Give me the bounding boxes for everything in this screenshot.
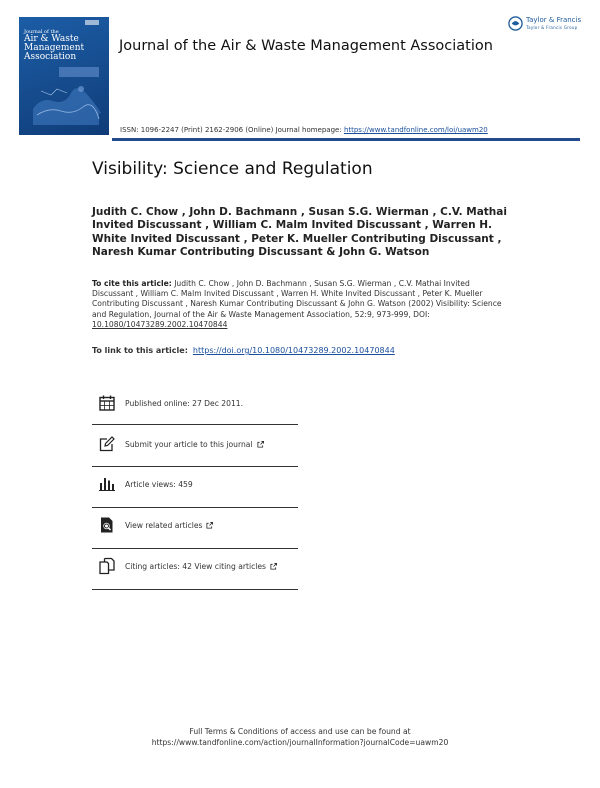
header-divider bbox=[112, 138, 580, 141]
cover-map-graphic bbox=[31, 79, 101, 125]
bar-chart-icon bbox=[98, 475, 116, 493]
cite-label: To cite this article: bbox=[92, 279, 172, 288]
cover-title-line: Management bbox=[24, 43, 85, 53]
footer bbox=[0, 726, 600, 748]
journal-homepage-link[interactable]: https://www.tandfonline.com/loi/uawm20 bbox=[343, 126, 488, 134]
external-link-icon bbox=[206, 522, 213, 529]
related-articles-item[interactable] bbox=[98, 515, 298, 535]
article-link-line bbox=[92, 346, 395, 355]
calendar-icon bbox=[98, 394, 116, 412]
link-label: To link to this article: bbox=[92, 346, 188, 355]
publisher-name-line1: Taylor & Francis bbox=[526, 15, 582, 24]
divider bbox=[92, 548, 298, 549]
external-link-icon bbox=[257, 441, 264, 448]
cite-text: Judith C. Chow , John D. Bachmann , Susan S.G. Wierman , C.V. Mathai Invited Discussant , William C. Malm Invited Discussant , Warren H. White Invited Discussant , Peter K. Mueller Contributing Discussant , Naresh Kumar Contributing Discussant & John G. Watson (2002) Visibility: Science and Regulation, Journal of the Air & Waste Management Association, 52:9, 973-999, DOI: bbox=[92, 279, 502, 319]
cite-doi-link[interactable]: 10.1080/10473289.2002.10470844 bbox=[92, 319, 228, 329]
citing-articles-link[interactable]: Citing articles: 42 View citing articles bbox=[125, 561, 266, 571]
related-articles-link[interactable]: View related articles bbox=[125, 520, 203, 530]
article-doi-link[interactable]: https://doi.org/10.1080/10473289.2002.10470844 bbox=[192, 346, 395, 355]
submit-article-item[interactable] bbox=[98, 434, 298, 454]
published-online-text: Published online: 27 Dec 2011. bbox=[125, 398, 244, 408]
cover-title bbox=[24, 29, 106, 62]
citation-block bbox=[92, 279, 502, 330]
cover-stripe bbox=[59, 67, 99, 77]
journal-cover bbox=[19, 17, 109, 135]
divider bbox=[92, 466, 298, 467]
footer-line1: Full Terms & Conditions of access and use can be found at bbox=[189, 727, 411, 736]
copy-documents-icon bbox=[98, 557, 116, 575]
divider bbox=[92, 424, 298, 425]
publisher-name bbox=[526, 17, 581, 31]
document-search-icon bbox=[98, 516, 116, 534]
citing-articles-item[interactable] bbox=[98, 556, 298, 576]
issn-line bbox=[120, 126, 488, 134]
publisher-name-line2: Taylor & Francis Group bbox=[526, 24, 578, 30]
article-views-item bbox=[98, 474, 298, 494]
article-title: Visibility: Science and Regulation bbox=[92, 159, 373, 179]
journal-title: Journal of the Air & Waste Management Association bbox=[119, 38, 493, 54]
taylor-francis-logo-icon bbox=[508, 16, 523, 31]
cover-title-line: Air & Waste bbox=[24, 34, 79, 44]
footer-terms-link[interactable]: https://www.tandfonline.com/action/journalInformation?journalCode=uawm20 bbox=[151, 738, 449, 747]
cover-issn-box bbox=[85, 20, 99, 25]
divider bbox=[92, 589, 298, 590]
external-link-icon bbox=[270, 563, 277, 570]
issn-text: ISSN: 1096-2247 (Print) 2162-2906 (Online) Journal homepage: bbox=[120, 126, 344, 134]
cover-title-line: Association bbox=[24, 52, 77, 62]
submit-article-link[interactable]: Submit your article to this journal bbox=[125, 439, 253, 449]
published-online-item bbox=[98, 393, 298, 413]
article-views-text: Article views: 459 bbox=[125, 479, 193, 489]
cover-title-line: Journal of the bbox=[24, 29, 59, 35]
article-authors: Judith C. Chow , John D. Bachmann , Susan S.G. Wierman , C.V. Mathai Invited Discussant , William C. Malm Invited Discussant , Warren H. White Invited Discussant , Peter K. Mueller Contributing Discussant , Naresh Kumar Contributing Discussant & John G. Watson bbox=[92, 206, 507, 258]
divider bbox=[92, 507, 298, 508]
publisher-logo[interactable] bbox=[508, 16, 581, 31]
edit-icon bbox=[98, 435, 116, 453]
